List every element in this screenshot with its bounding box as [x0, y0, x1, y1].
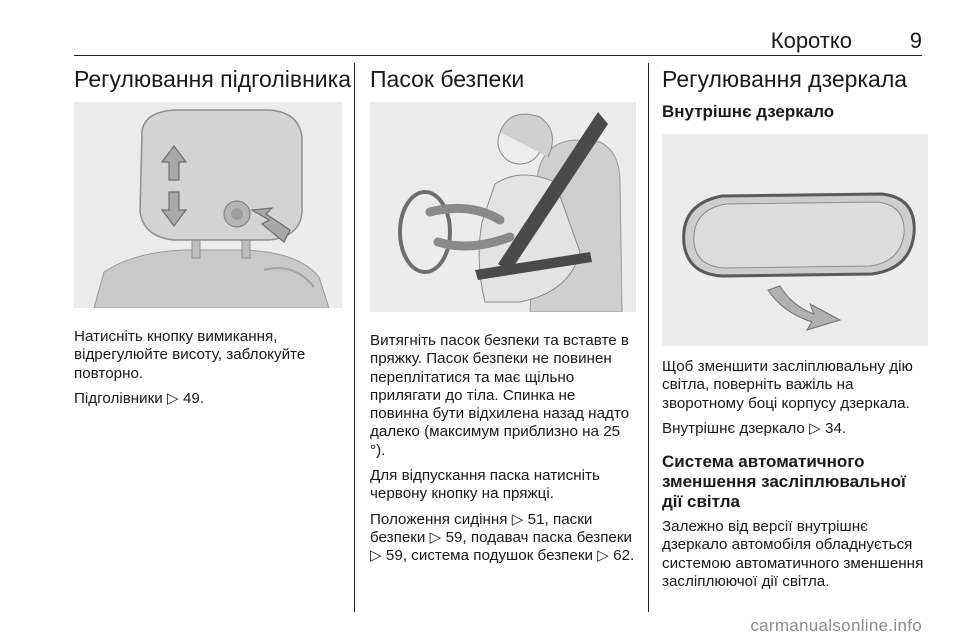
- seatbelt-references: [370, 511, 636, 566]
- column-headrest: [74, 64, 351, 415]
- triangle-right-icon: ▷: [429, 528, 442, 546]
- watermark: carmanualsonline.info: [750, 616, 922, 635]
- ref-seatbelts[interactable]: 51, паски безпеки: [370, 510, 593, 546]
- mirror-instructions: Щоб зменшити засліплювальну дію світла, поверніть важіль на зворотному боці корпусу дзеркала.: [662, 358, 913, 412]
- ref-seat-position: Положення сидіння: [370, 510, 508, 528]
- column-divider-2: [648, 63, 649, 612]
- page-header: [74, 28, 922, 54]
- column-divider-1: [354, 63, 355, 612]
- interior-mirror-subheading: Внутрішнє дзеркало: [662, 102, 835, 121]
- auto-dimming-heading: Система автоматичного зменшення засліплювальної дії світла: [662, 452, 906, 512]
- seatbelt-illustration: [370, 102, 636, 312]
- headrest-ref-label: Підголівники: [74, 389, 163, 407]
- mirror-ref-label: Внутрішнє дзеркало: [662, 419, 805, 437]
- headrest-illustration: [74, 102, 342, 308]
- mirror-ref-page[interactable]: 34.: [825, 419, 847, 437]
- triangle-right-icon: ▷: [597, 547, 609, 565]
- column-seatbelt: [370, 64, 636, 573]
- headrest-reference: [74, 390, 342, 408]
- ref-belt-tensioner[interactable]: 59, подавач паска безпеки: [445, 528, 632, 546]
- mirror-illustration: [662, 134, 928, 346]
- seatbelt-release: Для відпускання паска натисніть червону кнопку на пряжці.: [370, 467, 600, 503]
- auto-dimming-text: Залежно від версії внутрішнє дзеркало автомобіля обладнується системою автоматичного зменшення засліплюючої дії світла.: [662, 518, 924, 591]
- headrest-ref-page[interactable]: 49.: [182, 389, 205, 407]
- seatbelt-instructions: Витягніть пасок безпеки та вставте в пряжку. Пасок безпеки не повинен переплітатися та має щільно прилягати до тіла. Спинка не повинна бути відхилена назад надто далеко (максимум приблизно на 25 °).: [370, 332, 630, 459]
- headrest-heading: Регулювання підголівника: [74, 66, 351, 92]
- headrest-instructions: Натисніть кнопку вимикання, відрегулюйте висоту, заблокуйте повторно.: [74, 328, 306, 382]
- triangle-right-icon: ▷: [809, 419, 821, 437]
- header-rule: [74, 55, 922, 56]
- triangle-right-icon: ▷: [167, 389, 179, 407]
- column-mirror: [662, 64, 928, 598]
- mirror-heading: Регулювання дзеркала: [662, 66, 908, 92]
- seatbelt-heading: Пасок безпеки: [370, 66, 525, 92]
- triangle-right-icon: ▷: [370, 547, 382, 565]
- triangle-right-icon: ▷: [511, 510, 524, 528]
- ref-airbags-page[interactable]: 62.: [613, 547, 635, 565]
- ref-airbags[interactable]: 59, система подушок безпеки: [385, 547, 593, 565]
- section-title: Коротко: [770, 28, 852, 53]
- mirror-reference: [662, 420, 928, 438]
- page-number: 9: [909, 28, 922, 53]
